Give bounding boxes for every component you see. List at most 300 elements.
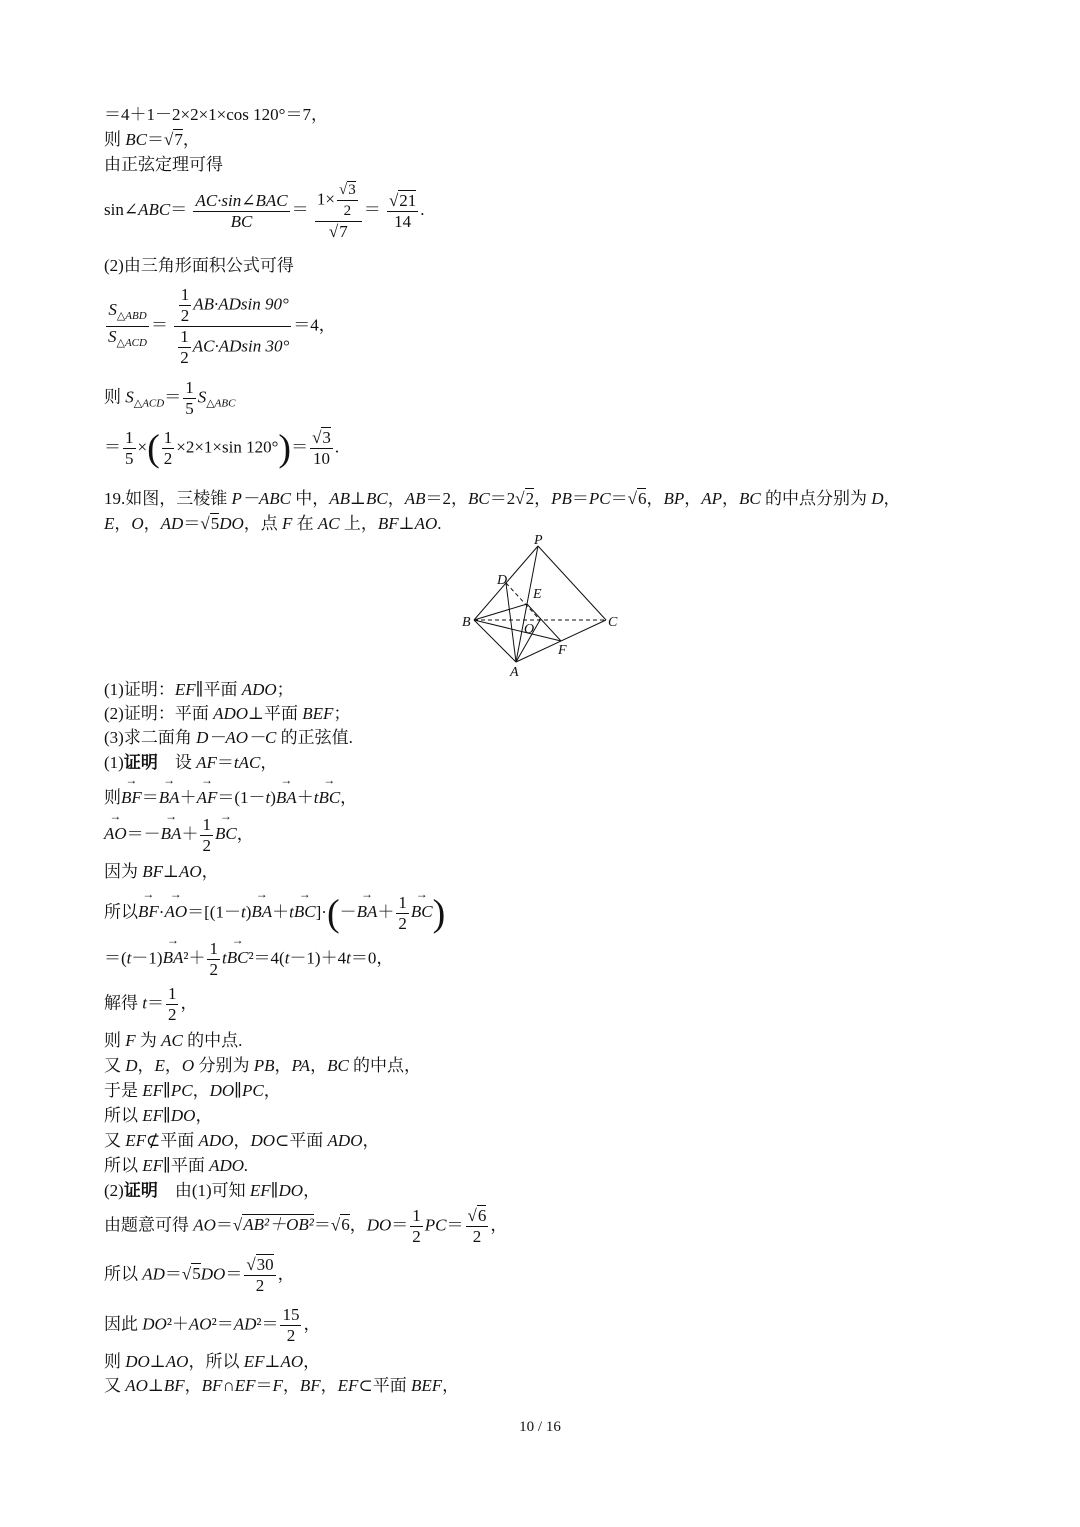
text: ⊂平面 [358,1376,411,1395]
text-line [104,255,294,277]
label-F: F [558,643,567,658]
text: ， [340,788,358,807]
denominator: 2 [209,960,218,979]
text: ， [184,1376,202,1395]
text: 平面 [170,1156,210,1175]
text: ， [274,1056,292,1075]
text: －1)＋4 [289,948,347,968]
denominator: 2 [163,449,173,468]
numerator: 1 [202,815,211,834]
label-D: D [497,573,508,588]
numerator [387,191,418,212]
text: ＝ [610,489,628,508]
text: ＝ [146,130,164,149]
radicand: 5 [210,514,220,533]
fraction [396,893,409,934]
var: BEF [410,1376,443,1395]
text: ， [684,489,702,508]
text: . [334,437,340,457]
fraction [166,984,179,1025]
text: 所以 [104,1264,143,1284]
text: ＋ [272,902,290,922]
text: 则 [104,788,121,807]
subscript: △ACD [116,337,147,349]
text-line [104,703,350,725]
text: ； [333,704,351,723]
text: 设 [157,753,197,772]
var: EF∥DO [249,1181,304,1200]
radicand: 30 [256,1255,274,1274]
text: ， [303,1352,321,1371]
formula-line [104,984,197,1025]
radicand: 7 [174,130,183,149]
label-B: B [462,615,471,630]
text: ， [236,824,254,844]
text-line [104,1375,459,1397]
text: 则 [104,1352,126,1371]
text: 的中点， [348,1056,422,1075]
text: ， [277,1264,295,1284]
formula-line [104,428,339,469]
var: P－ABC [231,489,291,508]
var: tAC [233,753,261,772]
var: t [265,788,271,807]
text: ， [310,1056,328,1075]
text: ， [442,1376,460,1395]
numerator: 1 [167,984,177,1003]
vector: → BF [138,901,159,923]
text: 又 [104,1131,126,1150]
fraction [387,191,418,232]
text: 则 [104,130,126,149]
text-line [104,752,277,774]
text: sin∠ [104,199,139,219]
text: 因为 [104,862,143,881]
fraction [183,378,196,419]
var: ADO [213,704,249,723]
var: EF∥ [142,1156,171,1175]
denominator [106,327,149,353]
var: DO [366,1215,392,1235]
fraction [244,1255,275,1296]
vector: → AF [197,787,218,809]
text: ， [164,1056,182,1075]
var: ADO [241,680,277,699]
denominator: 2 [343,203,352,219]
var: DO∥PC [209,1081,264,1100]
text-line [104,1105,212,1127]
text-line [104,727,353,749]
var: ADO. [209,1156,249,1175]
right-paren: ) [432,892,446,935]
text: ， [201,862,219,881]
radicand: 5 [192,1264,201,1284]
text: ， [192,1081,210,1100]
text: 所以 [104,902,138,922]
right-paren: ) [278,427,292,470]
formula-line [104,787,357,809]
var: S [108,327,117,346]
var: BF∩EF [201,1376,256,1395]
var: D [871,489,884,508]
text: ＝ [170,199,188,219]
radicand: AB²＋OB² [243,1215,314,1235]
denominator: 14 [394,211,412,231]
numerator: 1 [163,428,173,447]
text: ＝ [225,1264,243,1284]
fraction [179,285,192,326]
text: ， [646,489,664,508]
var: BC [739,489,761,508]
denominator: 2 [286,1326,296,1345]
denominator: 2 [180,306,190,325]
tetrahedron-figure [450,530,630,680]
numerator [310,428,333,449]
var: ADO [327,1131,363,1150]
text: ＝ [150,315,168,335]
text-line [104,1055,421,1077]
text: 上， [339,514,378,533]
text: (3)求二面角 [104,728,197,747]
text: ]· [315,902,327,922]
var: PC [588,489,611,508]
numerator [244,1255,275,1276]
var: AO [188,1314,212,1334]
text: ) [270,788,276,807]
subscript: △ACD [133,397,165,410]
text: ， [490,1215,508,1235]
text: 平面 [203,680,242,699]
var: AP [701,489,723,508]
text: ， [883,489,901,508]
radicand: 7 [339,222,348,241]
sqrt-symbol: √ [627,489,637,508]
var: E [104,514,115,533]
text: 为 [135,1031,162,1050]
sqrt-symbol: √ [246,1255,256,1274]
formula-line [104,893,445,934]
vector: → AO [164,901,187,923]
formula-line [104,1305,320,1346]
text: ＝( [104,948,127,968]
text: ， [349,1215,367,1235]
fraction [162,428,175,469]
text: 所以 [104,1106,143,1125]
denominator [174,327,291,368]
var: t [313,788,319,807]
var: DO [250,1131,276,1150]
var: AO⊥BF [125,1376,185,1395]
formula-line [104,378,235,419]
numerator [174,285,291,327]
var: EF⊥AO [243,1352,304,1371]
fraction [106,300,149,353]
subscript: △ABC [206,397,236,410]
text: . [420,199,425,219]
radicand: 3 [348,182,356,198]
var: PB [551,489,572,508]
sqrt-symbol: √ [232,1215,243,1235]
radicand: 6 [637,489,647,508]
denominator: 2 [202,836,211,855]
var: AB⊥BC [329,489,388,508]
sqrt-symbol: √ [200,514,210,533]
text: × [137,437,148,457]
question-line [104,513,442,535]
var: PA [291,1056,311,1075]
expression: AB·ADsin 90° [193,294,289,314]
text: ， [263,1081,281,1100]
fraction [174,285,291,368]
var: ABC [138,199,171,219]
text: －1) [131,948,163,968]
vector: → BC [215,823,237,845]
text: ²＝4( [248,948,285,968]
text: . [437,514,442,533]
page-number: 10 / 16 [519,1419,561,1435]
sqrt-symbol: √ [467,1206,477,1225]
text: ⊄平面 [146,1131,199,1150]
formula-line [104,939,393,980]
text: ²＝ [211,1314,234,1334]
text: 又 [104,1056,126,1075]
text: ， [320,1376,338,1395]
text: ＝ [255,1376,273,1395]
fraction [310,428,333,469]
text: ) [245,902,252,922]
text: ， [143,514,161,533]
text-line [104,1030,242,1052]
numerator: 1 [180,285,190,304]
sqrt-symbol: √ [328,222,339,241]
text-line [104,1180,320,1202]
label-O: O [524,622,535,637]
sqrt-symbol: √ [312,428,322,447]
vector: → BA [251,901,272,923]
sqrt-symbol: √ [330,1215,341,1235]
var: EF [125,1131,147,1150]
formula-line [104,180,425,242]
text: ， [387,489,405,508]
vector: → BA [276,787,297,809]
numerator [315,180,362,222]
var: DO [200,1264,226,1284]
denominator: 5 [125,449,134,468]
var: BC [125,130,147,149]
var: E [154,1056,165,1075]
text: 又 [104,1376,126,1395]
var: t [289,902,294,922]
var: F [125,1031,136,1050]
var: F [282,514,293,533]
numerator [106,300,149,327]
text: 由正弦定理可得 [104,155,223,174]
label-C: C [608,615,618,630]
var: DO [142,1314,167,1334]
var: AC [317,514,340,533]
var: t [284,948,290,968]
formula-line [104,815,254,856]
radicand: 21 [399,190,417,210]
text-line [104,861,219,883]
text-line [104,1080,281,1102]
text: 解得 [104,993,143,1013]
text: － [339,902,357,922]
var: EF [337,1376,359,1395]
text: (2)由三角形面积公式可得 [104,256,294,275]
text: ， [180,993,198,1013]
var: BF [299,1376,321,1395]
text: ＝ [215,1215,233,1235]
text-line [104,129,200,151]
text: ＝ [183,514,201,533]
label-E: E [533,587,542,602]
var: t [126,948,132,968]
proof-label: 证明 [123,1181,158,1200]
text: ＝ [291,199,309,219]
text: ＝ [313,1215,331,1235]
text-line [104,104,328,126]
var: AD [160,514,184,533]
formula-line [104,285,336,368]
text-line [104,154,223,176]
label-A: A [510,665,519,680]
vector: → BC [227,947,249,969]
text: ， [282,1376,300,1395]
text: · [158,902,165,922]
fraction [200,815,213,856]
fraction [315,180,362,242]
text-line [104,1351,320,1373]
radicand: 2 [525,489,535,508]
text: (2)证明：平面 [104,704,214,723]
text: ＝ [446,1215,464,1235]
vector: → BF [121,787,142,809]
segment-BF [474,620,561,641]
vector: → BA [163,947,184,969]
var: ADO [198,1131,234,1150]
fraction [193,191,289,232]
vector: → BA [159,787,180,809]
text: ＝ [391,1215,409,1235]
var: S [197,387,207,407]
var: F [272,1376,283,1395]
numerator: AC·sin∠BAC [195,190,288,210]
fraction [337,180,358,221]
denominator: BC [230,211,253,231]
text: ， [534,489,552,508]
text: ＝ [216,753,234,772]
text: ， [195,1106,213,1125]
var: EF∥PC [142,1081,193,1100]
edge-BA [474,620,516,662]
var: t [240,902,246,922]
var: D－AO－C [196,728,277,747]
sqrt-symbol: √ [163,130,174,149]
var: AC [161,1031,183,1050]
text: ＋ [179,788,197,807]
text: ×2×1×sin 120° [176,437,279,457]
numerator: 1 [180,327,189,346]
var: PC [424,1215,447,1235]
var: S [125,387,134,407]
numerator [337,180,358,201]
text: (1)证明： [104,680,175,699]
text: 则 [104,387,126,407]
text: 1× [316,189,335,209]
formula-line [104,1255,295,1296]
var: BEF [302,704,334,723]
fraction [178,327,191,368]
vector: → AO [104,823,127,845]
fraction [280,1305,301,1346]
text: 则 [104,1031,126,1050]
text: 因此 [104,1314,143,1334]
var: EF∥DO [142,1106,196,1125]
text: ＝－ [126,824,161,844]
text-line [104,679,294,701]
var: BF⊥AO [377,514,438,533]
numerator [466,1206,489,1227]
text: ， [260,753,278,772]
text: ，所以 [188,1352,244,1371]
var: O [181,1056,195,1075]
text: ， [182,130,200,149]
var: S [108,300,117,319]
text: 的正弦值. [276,728,353,747]
text: ²＋ [166,1314,189,1334]
denominator: 10 [312,449,330,468]
text: 的中点分别为 [760,489,872,508]
vector: → BC [294,901,316,923]
var: AD [233,1314,257,1334]
text: ＝ [291,437,309,457]
fraction [207,939,220,980]
numerator: 1 [209,939,218,958]
text: ， [114,514,132,533]
text: ＝4， [293,315,336,335]
text: ，点 [243,514,282,533]
text-line [104,1155,248,1177]
formula-line [104,1206,507,1247]
text: ²＋ [183,948,206,968]
text: ＝ [164,1264,182,1284]
var: BC [327,1056,349,1075]
vector: → BA [161,823,182,845]
numerator: 15 [282,1305,300,1324]
var: t [142,993,147,1013]
text: ＝2 [489,489,516,508]
proof-label: 证明 [123,753,158,772]
text: ， [362,1131,380,1150]
text: ＝ [104,437,121,457]
denominator: 2 [398,914,407,933]
sqrt-symbol: √ [388,190,399,210]
text: 在 [292,514,318,533]
text: ； [276,680,294,699]
text: ⊂平面 [275,1131,328,1150]
vector: → BC [411,901,433,923]
text: ， [722,489,740,508]
var: t [221,948,227,968]
text: ＝ [141,788,159,807]
left-paren: ( [147,427,160,470]
text: ＝2， [425,489,469,508]
numerator: 1 [412,1206,421,1225]
denominator: 2 [167,1005,177,1024]
text: ＝ [164,387,182,407]
var: O [131,514,144,533]
